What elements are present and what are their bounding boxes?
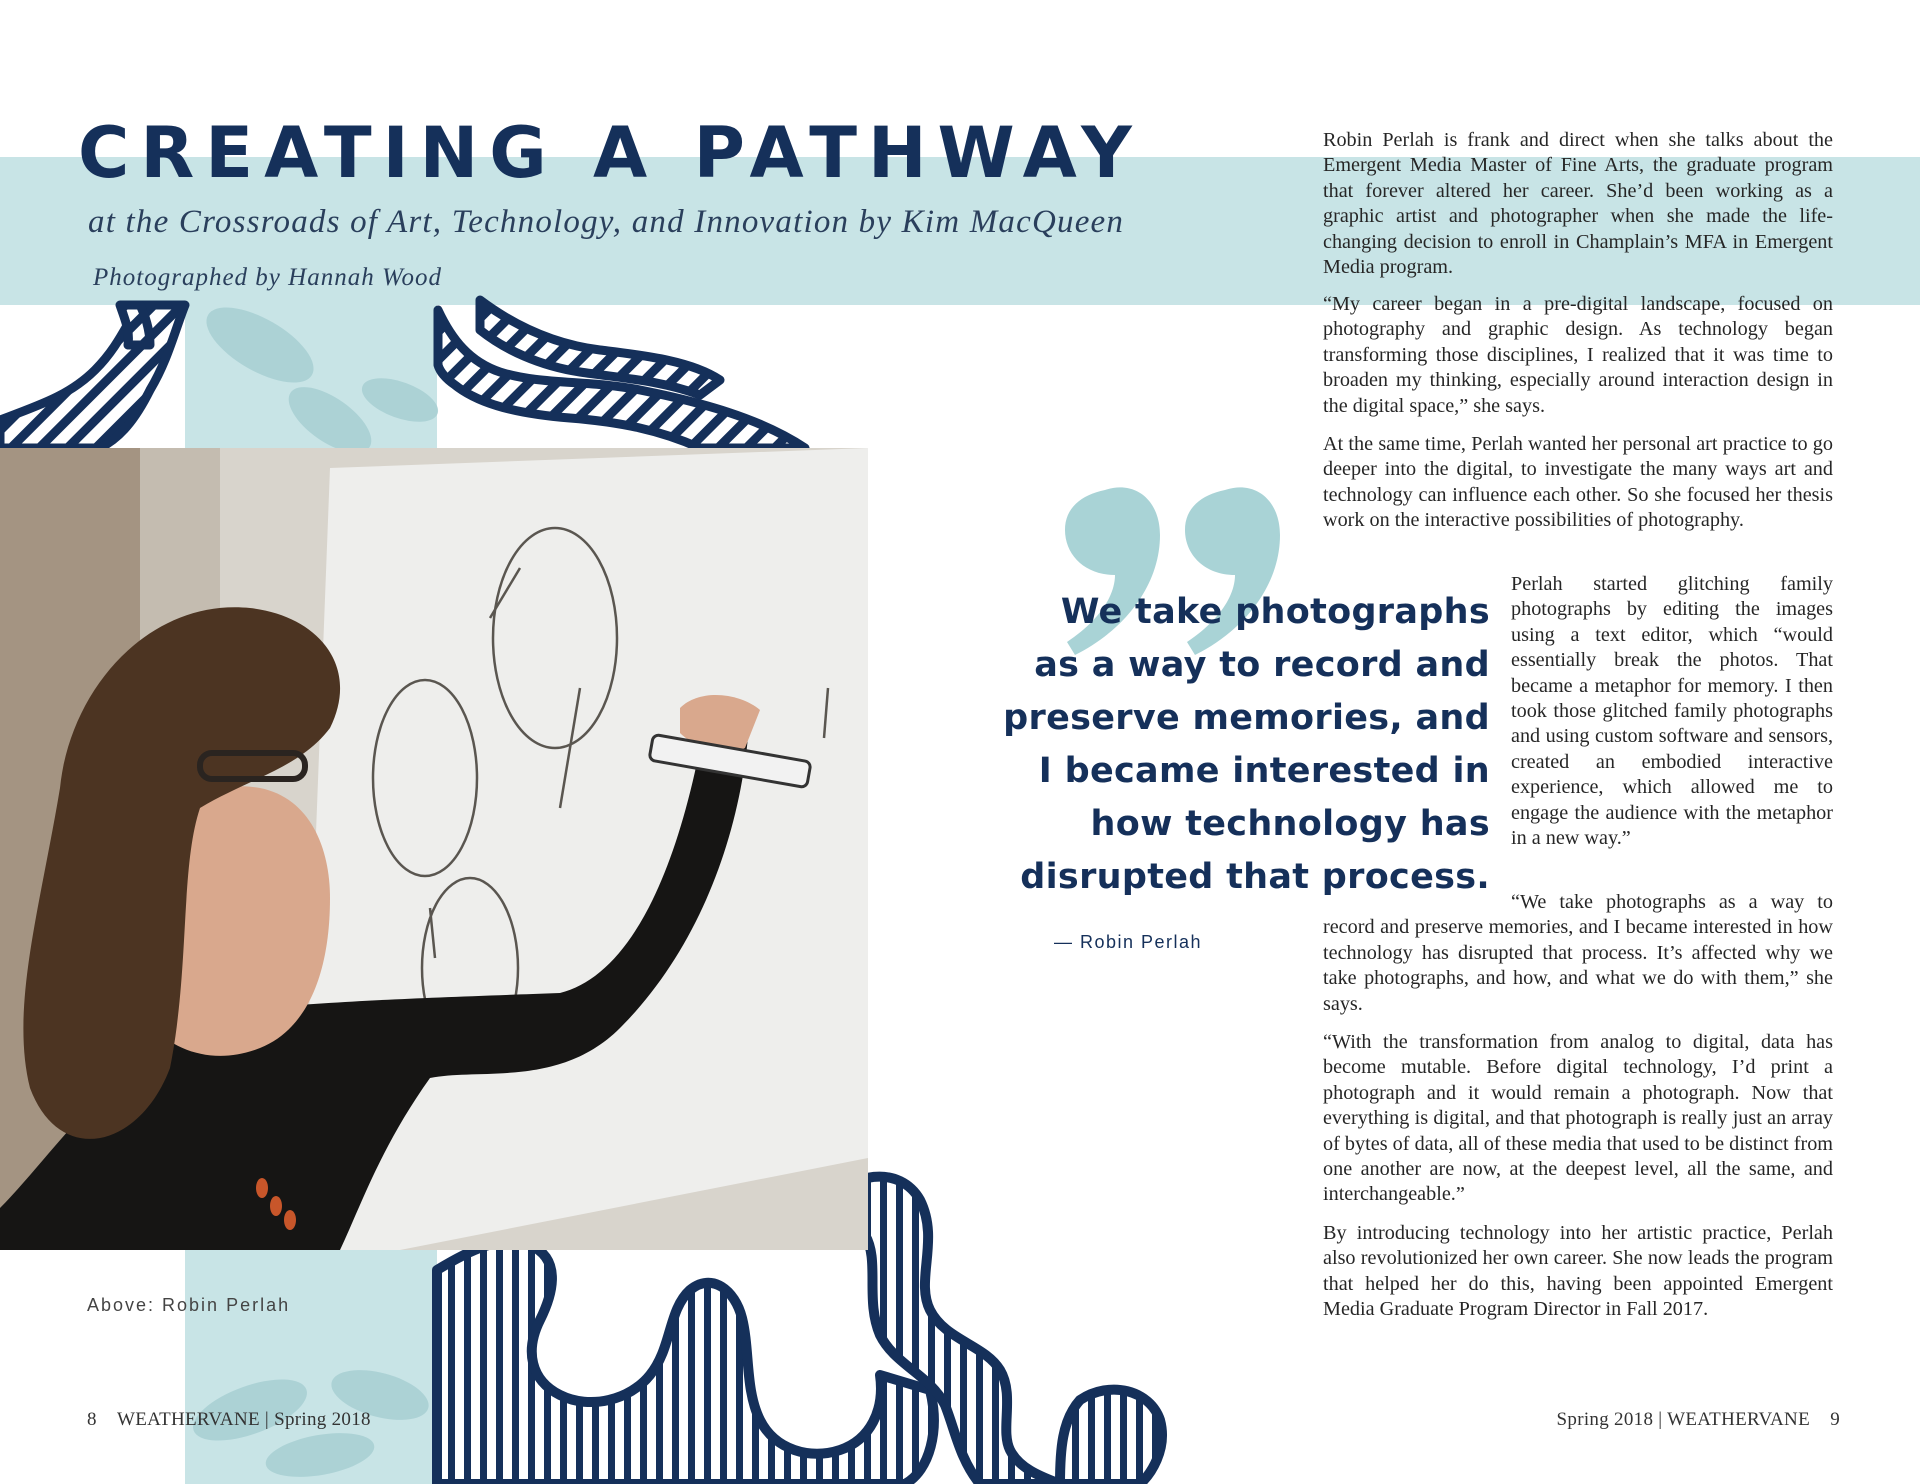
footer-right-text: Spring 2018 | WEATHERVANE	[1556, 1409, 1810, 1430]
photo-credit: Photographed by Hannah Wood	[93, 264, 442, 291]
body-paragraph-6: “With the transformation from analog to digital, data has become mutable. Before digital technology, I’d print a photograph and it would remain a photograph. Now that everything is digital, and that photograph is really just an array of bytes of data, all of these media that used to be distinct from one another are now, at the deepest level, all the same, and interchangeable.”	[1323, 1031, 1833, 1206]
body-paragraph-2: “My career began in a pre-digital landscape, focused on photography and graphic design. As technology began transforming those disciplines, I realized that it was time to broaden my thinking, especially around interaction design in the digital space,” she says.	[1323, 293, 1833, 417]
pull-quote-line: preserve memories, and	[1003, 698, 1490, 738]
body-paragraph-5: “We take photographs as a way to record and preserve memories, and I became interested in how technology has disrupted that process. It’s affected why we take photographs, and how, and what we do with them,” she says.	[1323, 891, 1833, 1015]
photo-caption: Above: Robin Perlah	[87, 1295, 291, 1315]
pull-quote-attribution: — Robin Perlah	[1054, 932, 1203, 952]
pull-quote-line: as a way to record and	[1034, 645, 1490, 685]
portrait-photo	[0, 448, 868, 1250]
page-number-left: 8	[87, 1409, 97, 1430]
body-paragraph-3: At the same time, Perlah wanted her personal art practice to go deeper into the digital, to investigate the many ways art and technology can influence each other. So she focused her thesis work on the interactive possibilities of photography.	[1323, 433, 1833, 532]
page-number-right: 9	[1830, 1409, 1840, 1430]
pull-quote-line: how technology has	[1090, 804, 1490, 844]
body-paragraph-7: By introducing technology into her artistic practice, Perlah also revolutionized her own career. She now leads the program that helped her do this, having been appointed Emergent Media Graduate Program Director in Fall 2017.	[1323, 1222, 1833, 1321]
pull-quote-line: We take photographs	[1060, 592, 1490, 632]
article-title: CREATING A PATHWAY	[78, 112, 1143, 194]
body-paragraph-1: Robin Perlah is frank and direct when she talks about the Emergent Media Master of Fine Arts, the graduate program that forever altered her career. She’d been working as a graphic artist and photographer when she made the life-changing decision to enroll in Champlain’s MFA in Emergent Media program.	[1323, 129, 1833, 279]
footer-left	[87, 1409, 371, 1431]
pull-quote	[980, 586, 1490, 904]
pull-quote-line: disrupted that process.	[1020, 857, 1490, 897]
footer-right	[1557, 1409, 1840, 1431]
article-subtitle: at the Crossroads of Art, Technology, and Innovation by Kim MacQueen	[88, 204, 1125, 240]
body-paragraph-4: Perlah started glitching family photographs by editing the images using a text editor, which “would essentially break the photos. That became a metaphor for memory. I then took those glitched family photographs and using custom software and sensors, created an embodied interactive experience, which allowed me to engage the audience with the metaphor in a new way.”	[1511, 573, 1833, 850]
pull-quote-line: I became interested in	[1038, 751, 1490, 791]
footer-left-text: WEATHERVANE | Spring 2018	[117, 1409, 371, 1430]
